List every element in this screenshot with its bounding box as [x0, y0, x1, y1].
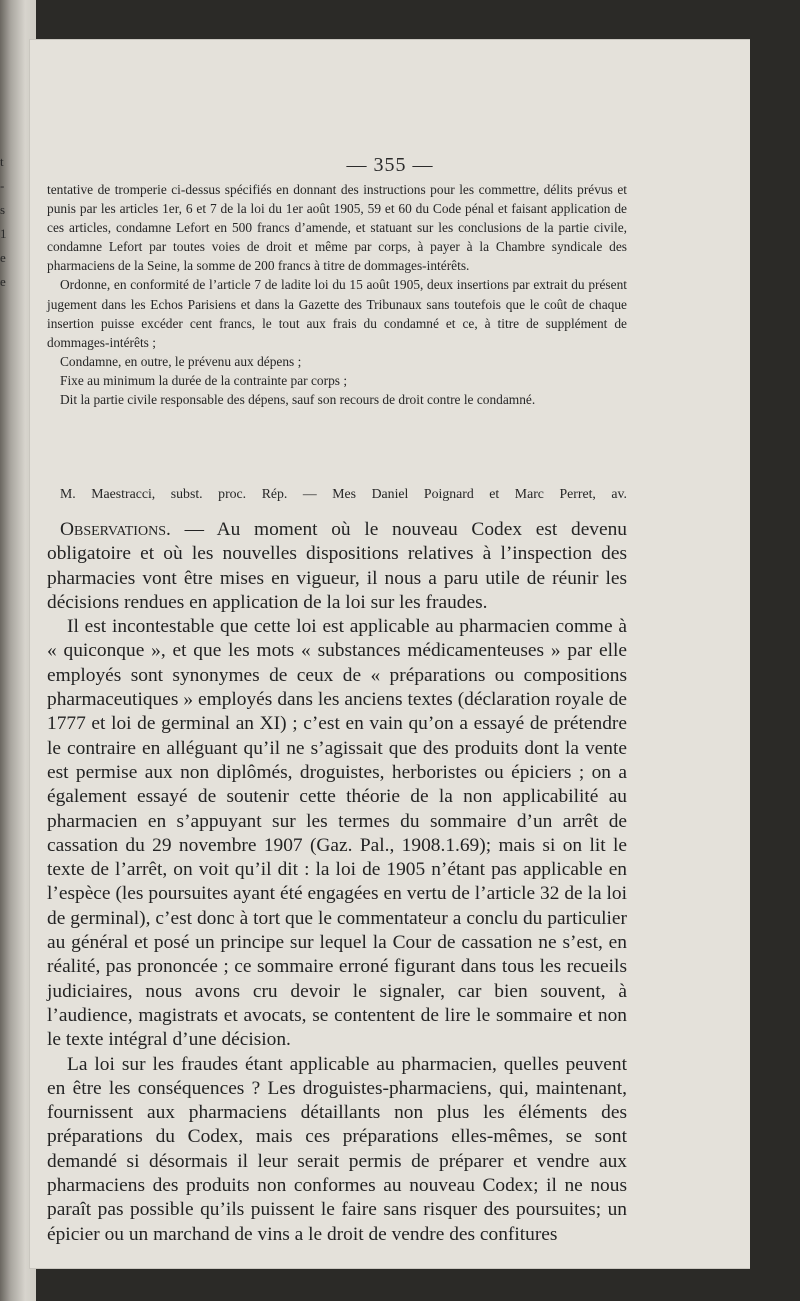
adjacent-page-fragment [0, 150, 14, 294]
fragment-char: s [0, 202, 6, 217]
fragment-char: - [0, 178, 5, 193]
page-number: — 355 — [346, 154, 434, 176]
judgment-paragraph: Condamne, en outre, le prévenu aux dépens ; [60, 353, 302, 369]
fragment-char: 1 [0, 226, 7, 241]
observations-section [47, 518, 627, 1247]
observations-paragraph [47, 518, 627, 615]
judgment-paragraph: Fixe au minimum la durée de la contrainte par corps ; [60, 372, 348, 388]
observations-paragraph: Il est incontestable que cette loi est applicable au pharmacien comme à « quiconque », et que les mots « substances médicamenteuses » par elle employés sont synonymes de ceux de « préparations ou compositions pharmaceutiques » employés dans les anciens textes (déclaration royale de 1777 et loi de germinal an XI) ; c’est en vain qu’on a essayé de prétendre le contraire en alléguant qu’il ne s’agissait que des produits dont la vente est permise aux non diplômés, droguistes, herboristes ou épiciers ; on a également essayé de soutenir cette théorie de la non applicabilité au pharmacien en s’appuyant sur les termes du sommaire d’un arrêt de cassation du 29 novembre 1907 (Gaz. Pal., 1908.1.69); mais si on lit le texte de l’arrêt, on voit qu’il dit : la loi de 1905 n’étant pas applicable en l’espèce (les poursuites ayant été engagées en vertu de l’article 32 de la loi de germinal), c’est donc à tort que le commentateur a conclu du particulier au général et posé un principe sur lequel la Cour de cassation ne s’est, en réalité, pas prononcée ; ce sommaire erroné figurant dans tous les recueils judiciaires, nous avons cru devoir le signaler, car bien souvent, à l’audience, magistrats et avocats, se contentent de lire le sommaire et non le texte intégral d’une décision. [47, 616, 627, 1051]
fragment-char: e [0, 274, 6, 289]
fragment-char: e [0, 250, 6, 265]
observations-paragraph: La loi sur les fraudes étant applicable au pharmacien, quelles peuvent en être les conséquences ? Les droguistes-pharmaciens, qui, maintenant, fournissent aux pharmaciens détaillants non plus les éléments des préparations du Codex, mais ces préparations elles-mêmes, se sont demandé si désormais il leur serait permis de préparer et vendre aux pharmaciens des produits non conformes au nouveau Codex; il ne nous paraît pas possible qu’ils puissent le faire sans risquer des poursuites; un épicier ou un marchand de vins a le droit de vendre des confitures [47, 1053, 627, 1245]
judgment-paragraph: Dit la partie civile responsable des dépens, sauf son recours de droit contre le condamné. [60, 392, 536, 408]
judgment-text [47, 180, 627, 409]
court-attribution: M. Maestracci, subst. proc. Rép. — Mes Daniel Poignard et Marc Perret, av. [60, 486, 627, 501]
observations-text: — Au moment où le nouveau Codex est devenu obligatoire et où les nouvelles dispositions relatives à l’inspection des pharmacies vont être mises en vigueur, il nous a paru utile de réunir les décisions rendues en application de la loi sur les fraudes. [47, 519, 627, 613]
scan-right-edge [750, 0, 800, 1301]
judgment-paragraph: Ordonne, en conformité de l’article 7 de ladite loi du 15 août 1905, deux insertions par extrait du présent jugement dans les Echos Parisiens et dans la Gazette des Tribunaux sans toutefois que le coût de chaque insertion puisse excéder cent francs, le tout aux frais du condamné et ce, à titre de supplément de dommages-intérêts ; [47, 277, 627, 350]
fragment-char: t [0, 154, 4, 169]
document-page [30, 40, 750, 1268]
observations-lead: Observations. [60, 519, 171, 540]
judgment-paragraph: tentative de tromperie ci-dessus spécifiés en donnant des instructions pour les commettre, délits prévus et punis par les articles 1er, 6 et 7 de la loi du 1er août 1905, 59 et 60 du Code pénal et faisant application de ces articles, condamne Lefort en 500 francs d’amende, et statuant sur les conclusions de la partie civile, condamne Lefort par toutes voies de droit et même par corps, à payer à la Chambre syndicale des pharmaciens de la Seine, la somme de 200 francs à titre de dommages-intérêts. [47, 182, 627, 274]
